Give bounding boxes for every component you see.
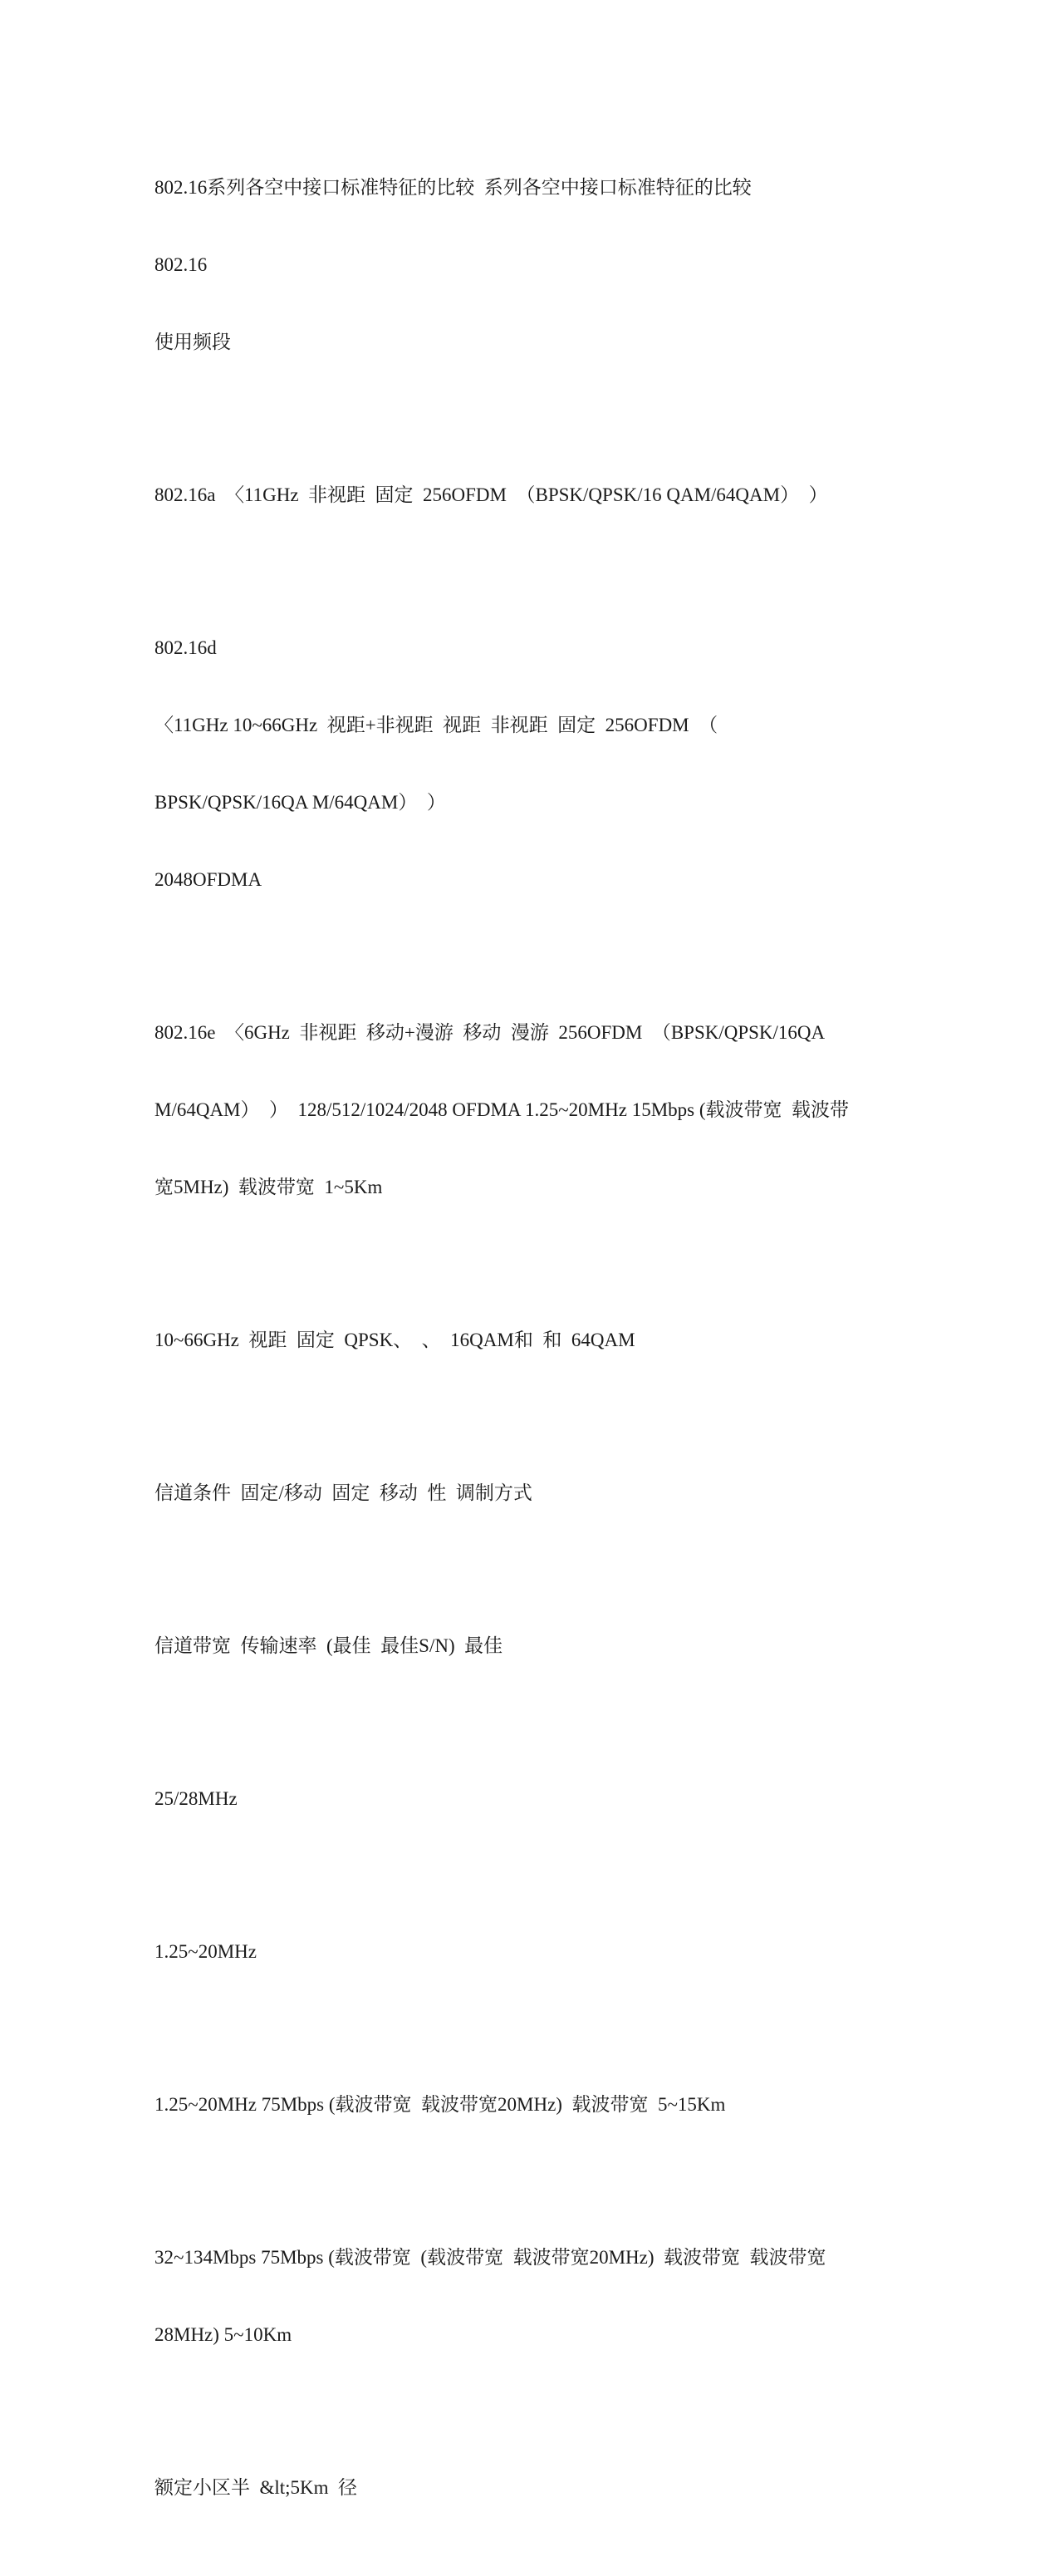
- text-line: 1.25~20MHz: [154, 1941, 257, 1962]
- band-label: 使用频段: [154, 332, 231, 352]
- text-line: 信道条件 固定/移动 固定 移动 性 调制方式: [154, 1482, 532, 1503]
- title-line: 802.16系列各空中接口标准特征的比较 系列各空中接口标准特征的比较: [154, 177, 752, 198]
- text-line: 802.16a 〈11GHz 非视距 固定 256OFDM （BPSK/QPSK/16 QAM/64QAM） ）: [154, 484, 828, 505]
- paragraph-80216e: [154, 968, 919, 1251]
- text-line: 10~66GHz 视距 固定 QPSK、 、 16QAM和 和 64QAM: [154, 1330, 635, 1350]
- paragraph-bandwidth-2: [154, 1887, 919, 2016]
- text-line: 额定小区半 &lt;5Km 径: [154, 2477, 358, 2498]
- paragraph-rate-2: [154, 2193, 919, 2399]
- paragraph-modulation: [154, 1276, 919, 1404]
- text-line: BPSK/QPSK/16QA M/64QAM） ）: [154, 792, 446, 813]
- paragraph-cell-radius: [154, 2423, 919, 2552]
- text-line: 1.25~20MHz 75Mbps (载波带宽 载波带宽20MHz) 载波带宽 5~15Km: [154, 2094, 726, 2115]
- text-line: 宽5MHz) 载波带宽 1~5Km: [154, 1177, 383, 1197]
- paragraph-channel-conditions: [154, 1428, 919, 1557]
- paragraph-rate-1: [154, 2040, 919, 2169]
- text-line: 32~134Mbps 75Mbps (载波带宽 (载波带宽 载波带宽20MHz) 载波带宽 载波带宽: [154, 2247, 826, 2268]
- text-line: 信道带宽 传输速率 (最佳 最佳S/N) 最佳: [154, 1635, 503, 1656]
- paragraph-title: [154, 123, 919, 406]
- document-body: [154, 123, 919, 2576]
- text-line: 〈11GHz 10~66GHz 视距+非视距 视距 非视距 固定 256OFDM （: [154, 715, 718, 735]
- text-line: 28MHz) 5~10Km: [154, 2324, 292, 2345]
- standard-label: 802.16: [154, 254, 208, 275]
- paragraph-channel-bandwidth: [154, 1581, 919, 1710]
- text-line: 25/28MHz: [154, 1788, 238, 1809]
- text-line: 802.16d: [154, 637, 217, 658]
- text-line: 802.16e 〈6GHz 非视距 移动+漫游 移动 漫游 256OFDM （BPSK/QPSK/16QA: [154, 1022, 826, 1043]
- paragraph-80216d: [154, 583, 919, 944]
- paragraph-bandwidth-1: [154, 1734, 919, 1863]
- text-line: 2048OFDMA: [154, 869, 262, 890]
- text-line: M/64QAM） ） 128/512/1024/2048 OFDMA 1.25~20MHz 15Mbps (载波带宽 载波带: [154, 1099, 850, 1120]
- paragraph-80216a: [154, 430, 919, 559]
